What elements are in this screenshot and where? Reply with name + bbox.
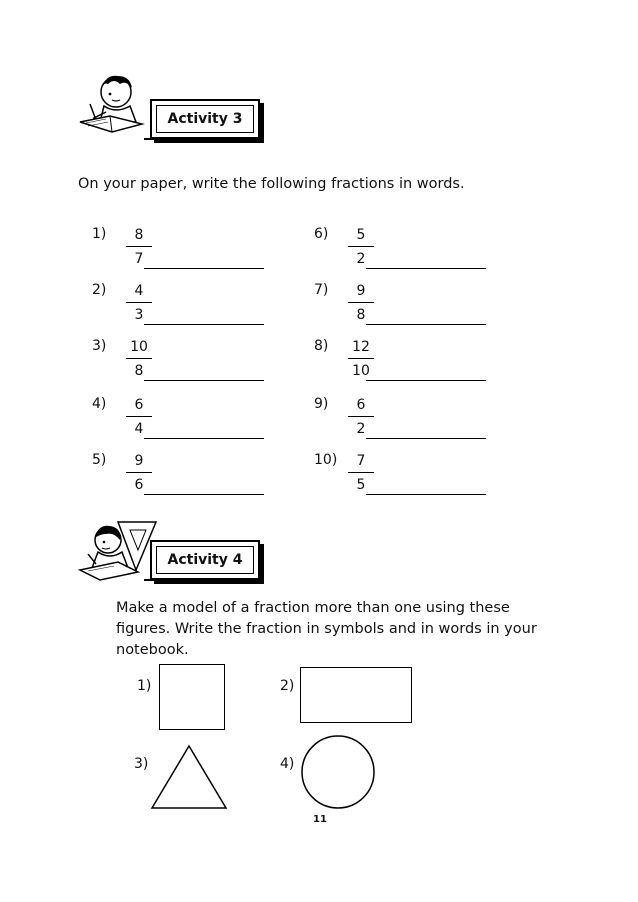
girl-writing-illustration [78,520,158,584]
answer-line [144,268,264,269]
fraction-item: 3) 10 8 [92,338,292,384]
circle-figure [300,734,376,810]
figure-label: 4) [280,756,295,772]
fraction: 7 5 [348,452,374,494]
fraction: 8 7 [126,226,152,268]
fraction: 6 4 [126,396,152,438]
boy-writing-illustration [76,70,148,140]
answer-line [366,268,486,269]
answer-line [366,438,486,439]
fraction: 9 8 [348,282,374,324]
answer-line [144,380,264,381]
fraction-item: 5) 9 6 [92,452,292,498]
answer-line [366,494,486,495]
activity-4-header [150,540,260,580]
fraction-item: 9) 6 2 [314,396,514,442]
activity-3-header [150,99,260,139]
fraction-item: 6) 5 2 [314,226,514,272]
fraction-item: 2) 4 3 [92,282,292,328]
fraction-item: 1) 8 7 [92,226,292,272]
fraction: 6 2 [348,396,374,438]
activity-4-title: Activity 4 [167,552,243,568]
triangle-figure [150,744,228,810]
page-number: 11 [313,814,327,825]
activity-3-instruction: On your paper, write the following fractions in words. [78,176,465,192]
fraction: 10 8 [126,338,152,380]
fraction: 4 3 [126,282,152,324]
fraction: 9 6 [126,452,152,494]
fraction-item: 7) 9 8 [314,282,514,328]
answer-line [144,438,264,439]
answer-line [144,324,264,325]
square-figure [159,664,225,730]
figure-label: 2) [280,678,295,694]
answer-line [366,380,486,381]
fraction-item: 10) 7 5 [314,452,514,498]
answer-line [144,494,264,495]
figure-label: 1) [137,678,152,694]
fraction-item: 4) 6 4 [92,396,292,442]
activity-4-instruction: Make a model of a fraction more than one using these figures. Write the fraction in symbols and in words in your notebook. [116,600,537,658]
activity-3-title: Activity 3 [167,111,243,127]
fraction: 12 10 [348,338,374,380]
figure-label: 3) [134,756,149,772]
answer-line [366,324,486,325]
fraction-item: 8) 12 10 [314,338,514,384]
rectangle-figure [300,667,412,723]
fraction: 5 2 [348,226,374,268]
